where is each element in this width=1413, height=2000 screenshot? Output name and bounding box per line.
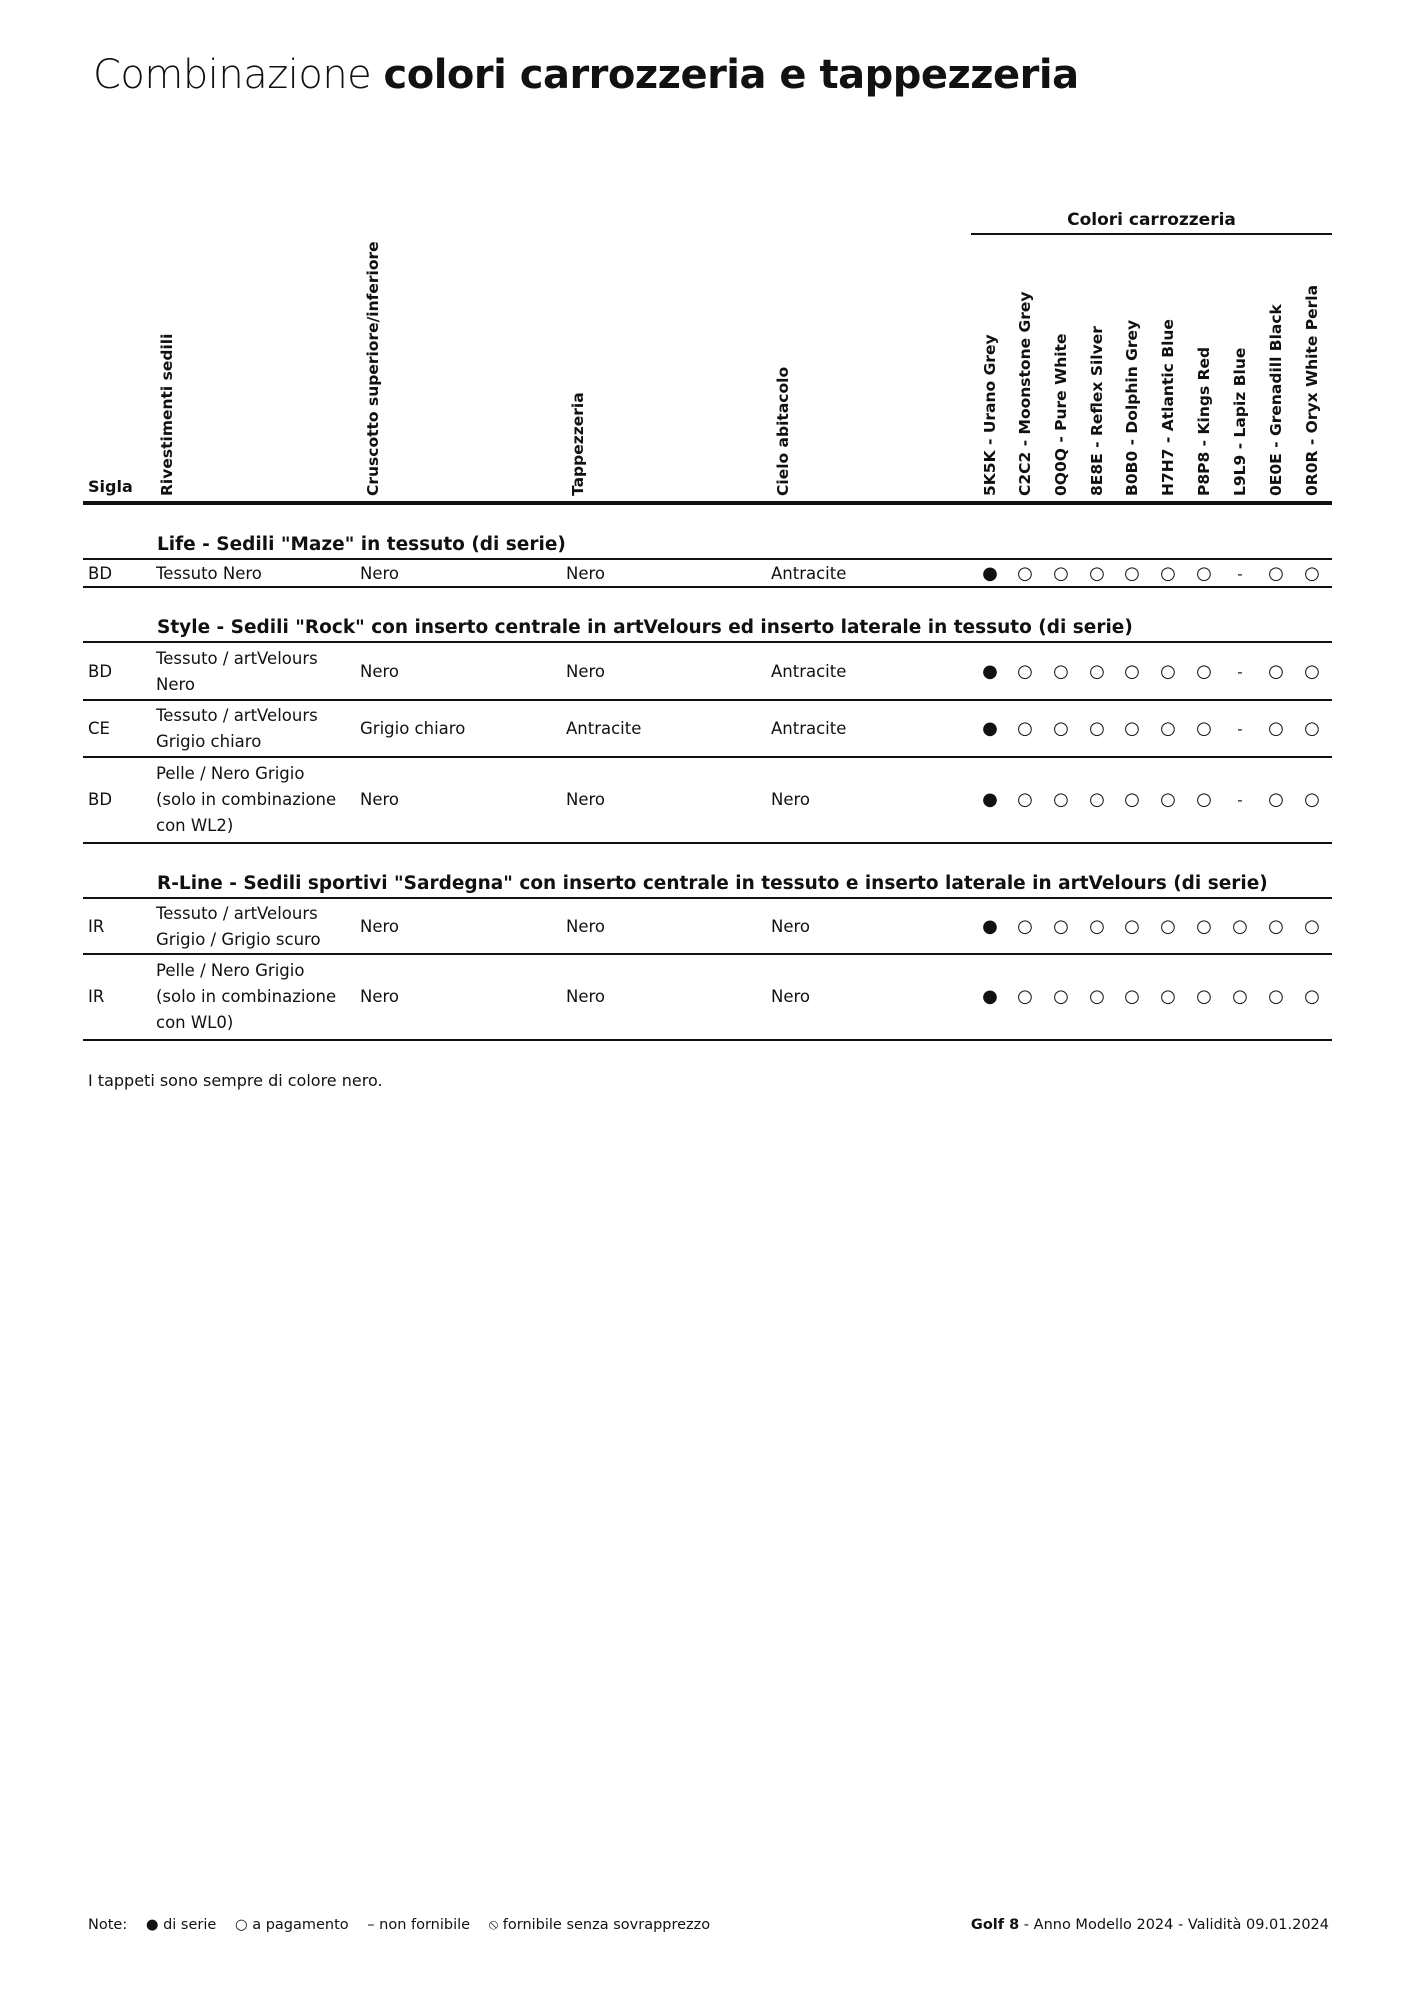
unavailable-mark: - — [1237, 719, 1243, 738]
optional-mark-icon: ○ — [1160, 717, 1176, 739]
optional-mark-icon: ○ — [1268, 789, 1284, 810]
optional-mark-icon: ○ — [1089, 717, 1105, 739]
optional-mark-icon: ○ — [1089, 915, 1105, 937]
optional-mark-icon: ○ — [1124, 915, 1140, 937]
cell-sigla: CE — [88, 718, 110, 738]
column-header-color: 0R0R - Oryx White Perla — [1303, 284, 1321, 496]
cell-cielo: Nero — [771, 790, 811, 809]
rivestimento-line: Tessuto / artVelours — [156, 705, 318, 725]
cell-rivestimento — [156, 561, 262, 587]
table-row — [0, 899, 1413, 954]
optional-mark-icon: ○ — [1053, 562, 1069, 584]
page-title — [93, 52, 1079, 98]
rivestimento-line: Tessuto / artVelours — [156, 648, 318, 668]
optional-mark-icon: ○ — [1232, 915, 1248, 937]
title-bold: colori carrozzeria e tappezzeria — [383, 52, 1079, 98]
cell-cielo: Antracite — [771, 563, 847, 583]
column-header-color: C2C2 - Moonstone Grey — [1016, 291, 1034, 496]
optional-mark-icon: ○ — [1160, 660, 1176, 682]
rivestimento-line: Nero — [156, 674, 196, 694]
cell-tappezzeria: Nero — [566, 916, 606, 936]
table-row — [0, 757, 1413, 843]
cell-cruscotto: Nero — [360, 790, 400, 809]
header-rule — [83, 501, 1332, 505]
optional-mark-icon: ○ — [1053, 660, 1069, 682]
rivestimento-line: Pelle / Nero Grigio — [156, 961, 305, 980]
cell-tappezzeria: Nero — [566, 563, 606, 583]
cell-cielo: Nero — [771, 987, 811, 1006]
optional-mark-icon: ○ — [1089, 660, 1105, 682]
rivestimento-line: Pelle / Nero Grigio — [156, 764, 305, 783]
optional-mark-icon: ○ — [1196, 717, 1212, 739]
cell-rivestimento — [156, 761, 336, 839]
legend-unavailable: – non fornibile — [367, 1917, 471, 1933]
standard-mark-icon: ● — [982, 915, 998, 937]
row-rule — [83, 1039, 1332, 1041]
cell-sigla: BD — [88, 790, 113, 809]
column-header-rivestimenti: Rivestimenti sedili — [158, 333, 176, 496]
optional-mark-icon: ○ — [1160, 915, 1176, 937]
optional-mark-icon: ○ — [1268, 717, 1284, 739]
cell-cruscotto: Nero — [360, 916, 400, 936]
optional-mark-icon: ○ — [1089, 789, 1105, 810]
cell-rivestimento — [156, 646, 318, 698]
optional-mark-icon: ○ — [1196, 986, 1212, 1007]
optional-mark-icon: ○ — [1304, 986, 1320, 1007]
column-header-color: 5K5K - Urano Grey — [981, 334, 999, 496]
unavailable-mark: - — [1237, 791, 1243, 809]
optional-mark-icon: ○ — [1268, 915, 1284, 937]
table-row — [0, 560, 1413, 587]
optional-mark-icon: ○ — [1268, 562, 1284, 584]
standard-mark-icon: ● — [982, 789, 998, 810]
group-header-rule — [971, 233, 1332, 235]
optional-mark-icon: ○ — [1124, 789, 1140, 810]
optional-mark-icon: ○ — [1304, 915, 1320, 937]
cell-cielo: Antracite — [771, 661, 847, 681]
rivestimento-line: Tessuto Nero — [156, 563, 262, 583]
legend-label: Note: — [88, 1917, 128, 1933]
cell-rivestimento — [156, 901, 321, 953]
cell-rivestimento — [156, 958, 336, 1036]
cell-cielo: Antracite — [771, 718, 847, 738]
optional-mark-icon: ○ — [1160, 562, 1176, 584]
cell-tappezzeria: Nero — [566, 661, 606, 681]
column-header-color: 0Q0Q - Pure White — [1052, 333, 1070, 496]
column-header-color: B0B0 - Dolphin Grey — [1123, 319, 1141, 496]
optional-mark-icon: ○ — [1196, 789, 1212, 810]
cell-sigla: BD — [88, 661, 113, 681]
optional-mark-icon: ○ — [1017, 789, 1033, 810]
optional-mark-icon: ○ — [1304, 717, 1320, 739]
standard-mark-icon: ● — [982, 986, 998, 1007]
rivestimento-line: Grigio / Grigio scuro — [156, 929, 321, 949]
footer-legend — [88, 1917, 724, 1933]
row-rule — [83, 586, 1332, 588]
cell-cruscotto: Nero — [360, 563, 400, 583]
table-row — [0, 954, 1413, 1040]
column-header-color: 0E0E - Grenadill Black — [1267, 304, 1285, 496]
optional-mark-icon: ○ — [1268, 660, 1284, 682]
cell-sigla: IR — [88, 987, 105, 1006]
cell-cruscotto: Grigio chiaro — [360, 718, 466, 738]
cell-cruscotto: Nero — [360, 661, 400, 681]
optional-mark-icon: ○ — [1053, 789, 1069, 810]
optional-mark-icon: ○ — [1196, 562, 1212, 584]
optional-mark-icon: ○ — [1304, 660, 1320, 682]
row-rule — [83, 842, 1332, 844]
column-header-cruscotto: Cruscotto superiore/inferiore — [364, 241, 382, 496]
legend-standard: ● di serie — [145, 1917, 217, 1933]
cell-cielo: Nero — [771, 916, 811, 936]
title-light: Combinazione — [93, 52, 384, 98]
column-header-color: P8P8 - Kings Red — [1195, 346, 1213, 496]
column-header-tappezzeria: Tappezzeria — [569, 392, 587, 496]
rivestimento-line: (solo in combinazione — [156, 790, 337, 809]
optional-mark-icon: ○ — [1017, 915, 1033, 937]
model-validity: - Anno Modello 2024 - Validità 09.01.2024 — [1019, 1917, 1329, 1933]
optional-mark-icon: ○ — [1160, 986, 1176, 1007]
footer-model — [971, 1917, 1329, 1933]
optional-mark-icon: ○ — [1124, 562, 1140, 584]
optional-mark-icon: ○ — [1304, 789, 1320, 810]
table-row — [0, 643, 1413, 700]
rivestimento-line: con WL2) — [156, 816, 234, 835]
optional-mark-icon: ○ — [1017, 717, 1033, 739]
optional-mark-icon: ○ — [1053, 717, 1069, 739]
standard-mark-icon: ● — [982, 717, 998, 739]
optional-mark-icon: ○ — [1196, 660, 1212, 682]
optional-mark-icon: ○ — [1268, 986, 1284, 1007]
optional-mark-icon: ○ — [1089, 986, 1105, 1007]
cell-sigla: IR — [88, 916, 105, 936]
column-header-sigla: Sigla — [88, 477, 133, 496]
optional-mark-icon: ○ — [1304, 562, 1320, 584]
standard-mark-icon: ● — [982, 660, 998, 682]
optional-mark-icon: ○ — [1124, 717, 1140, 739]
optional-mark-icon: ○ — [1089, 562, 1105, 584]
column-header-color: 8E8E - Reflex Silver — [1088, 326, 1106, 496]
optional-mark-icon: ○ — [1053, 986, 1069, 1007]
rivestimento-line: (solo in combinazione — [156, 987, 337, 1006]
table-row — [0, 700, 1413, 757]
column-header-color: H7H7 - Atlantic Blue — [1159, 319, 1177, 496]
rivestimento-line: Grigio chiaro — [156, 731, 262, 751]
rivestimento-line: Tessuto / artVelours — [156, 903, 318, 923]
optional-mark-icon: ○ — [1017, 986, 1033, 1007]
section-title: Life - Sedili "Maze" in tessuto (di serie) — [157, 534, 566, 555]
standard-mark-icon: ● — [982, 562, 998, 584]
footnote: I tappeti sono sempre di colore nero. — [88, 1071, 383, 1090]
unavailable-mark: - — [1237, 564, 1243, 583]
model-name: Golf 8 — [970, 1917, 1020, 1933]
cell-sigla: BD — [88, 563, 113, 583]
cell-rivestimento — [156, 703, 318, 755]
optional-mark-icon: ○ — [1160, 789, 1176, 810]
cell-tappezzeria: Nero — [566, 987, 606, 1006]
column-header-color: L9L9 - Lapiz Blue — [1231, 347, 1249, 496]
optional-mark-icon: ○ — [1124, 660, 1140, 682]
cell-tappezzeria: Nero — [566, 790, 606, 809]
optional-mark-icon: ○ — [1124, 986, 1140, 1007]
cell-tappezzeria: Antracite — [566, 718, 642, 738]
unavailable-mark: - — [1237, 662, 1243, 681]
section-title: Style - Sedili "Rock" con inserto centrale in artVelours ed inserto laterale in tessuto (di serie) — [157, 617, 1133, 638]
optional-mark-icon: ○ — [1053, 915, 1069, 937]
optional-mark-icon: ○ — [1196, 915, 1212, 937]
optional-mark-icon: ○ — [1017, 562, 1033, 584]
column-header-cielo: Cielo abitacolo — [774, 366, 792, 496]
group-header-colori: Colori carrozzeria — [1067, 210, 1236, 230]
rivestimento-line: con WL0) — [156, 1013, 234, 1032]
legend-free: ⦸ fornibile senza sovrapprezzo — [488, 1917, 711, 1933]
legend-paid: ○ a pagamento — [234, 1917, 349, 1933]
section-title: R-Line - Sedili sportivi "Sardegna" con inserto centrale in tessuto e inserto laterale in artVelours (di serie) — [157, 873, 1268, 894]
optional-mark-icon: ○ — [1232, 986, 1248, 1007]
cell-cruscotto: Nero — [360, 987, 400, 1006]
optional-mark-icon: ○ — [1017, 660, 1033, 682]
